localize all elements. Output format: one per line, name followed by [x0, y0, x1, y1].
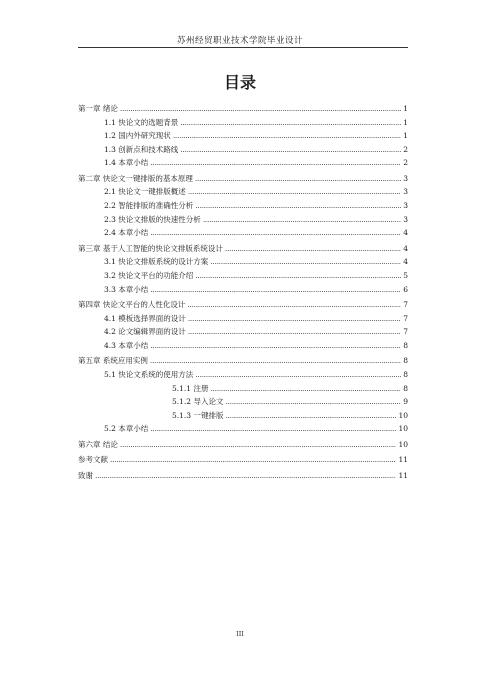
toc-entry-page: 2 [403, 158, 408, 168]
page-number: III [236, 630, 244, 638]
toc-entry[interactable] [78, 200, 408, 211]
toc-entry[interactable] [78, 383, 408, 394]
toc-entry[interactable] [78, 439, 408, 450]
toc-entry-label: 第三章 基于人工智能的快论文排版系统设计 [78, 243, 223, 253]
toc-entry-page: 3 [403, 173, 408, 183]
toc-entry[interactable] [78, 173, 408, 184]
page-title: 目录 [223, 73, 256, 92]
toc-entry[interactable] [78, 470, 408, 481]
toc-entry-label: 第二章 快论文一键排版的基本原理 [78, 173, 193, 183]
toc-entry-page: 7 [403, 327, 408, 337]
toc-entry[interactable] [78, 326, 408, 337]
toc-entry-label: 2.3 快论文排版的快速性分析 [104, 214, 201, 224]
toc-leader-dots [195, 370, 401, 379]
toc-leader-dots [120, 104, 401, 113]
toc-entry[interactable] [78, 243, 408, 254]
toc-entry-label: 5.1 快论文系统的使用方法 [104, 369, 194, 379]
toc-leader-dots [195, 201, 401, 210]
toc-entry-label: 5.1.2 导入论文 [172, 397, 224, 407]
toc-entry-page: 1 [403, 117, 408, 127]
toc-entry-page: 7 [403, 300, 408, 310]
toc-entry-page: 11 [398, 470, 408, 480]
toc-entry-page: 1 [403, 104, 408, 113]
toc-entry[interactable] [78, 117, 408, 128]
toc-entry[interactable] [78, 284, 408, 295]
toc-entry-label: 4.1 模板选择界面的设计 [104, 313, 186, 323]
toc-entry[interactable] [78, 186, 408, 197]
toc-entry-label: 第六章 结论 [78, 439, 118, 449]
toc-leader-dots [150, 356, 401, 365]
toc-leader-dots [210, 384, 401, 393]
toc-leader-dots [95, 471, 396, 480]
toc-leader-dots [150, 424, 396, 433]
toc-leader-dots [180, 118, 401, 127]
toc-entry-page: 3 [403, 201, 408, 211]
toc-entry-label: 4.3 本章小结 [104, 340, 149, 350]
toc-entry-page: 1 [403, 131, 408, 141]
toc-entry[interactable] [78, 144, 408, 155]
toc-entry-label: 1.4 本章小结 [104, 158, 149, 168]
toc-entry-page: 8 [403, 340, 408, 350]
toc-leader-dots [188, 314, 401, 323]
toc-entry-label: 1.1 快论文的选题背景 [104, 117, 179, 127]
toc-entry[interactable] [78, 355, 408, 366]
toc-leader-dots [188, 187, 401, 196]
running-header: 苏州经贸职业技术学院毕业设计 [176, 36, 303, 46]
toc-entry-label: 5.2 本章小结 [104, 424, 149, 434]
toc-entry[interactable] [78, 256, 408, 267]
toc-entry-page: 5 [403, 270, 408, 280]
toc-entry-label: 1.2 国内外研究现状 [104, 131, 171, 141]
toc-entry-page: 2 [403, 144, 408, 154]
toc-leader-dots [225, 411, 396, 420]
toc-entry-label: 3.2 快论文平台的功能介绍 [104, 270, 194, 280]
toc-entry-page: 6 [403, 284, 408, 294]
toc-entry-label: 1.3 创新点和技术路线 [104, 144, 179, 154]
toc-entry-page: 4 [403, 243, 408, 253]
toc-entry-page: 7 [403, 313, 408, 323]
toc-leader-dots [188, 327, 401, 336]
toc-entry[interactable] [78, 214, 408, 225]
toc-leader-dots [203, 215, 401, 224]
toc-entry[interactable] [78, 410, 408, 421]
toc-entry[interactable] [78, 299, 408, 310]
toc-entry-label: 5.1.3 一键排版 [172, 410, 224, 420]
toc-entry-page: 3 [403, 214, 408, 224]
toc-entry[interactable] [78, 270, 408, 281]
toc-entry[interactable] [78, 396, 408, 407]
toc-leader-dots [150, 158, 401, 167]
toc-leader-dots [210, 257, 401, 266]
toc-entry-label: 5.1.1 注册 [172, 383, 209, 393]
toc-leader-dots [150, 285, 401, 294]
toc-entry-label: 2.1 快论文一键排版概述 [104, 187, 186, 197]
toc-entry-label: 2.4 本章小结 [104, 228, 149, 238]
toc-entry[interactable] [78, 369, 408, 380]
toc-entry-label: 第五章 系统应用实例 [78, 356, 148, 366]
toc-entry-page: 4 [403, 228, 408, 238]
toc-leader-dots [225, 244, 401, 253]
toc-entry[interactable] [78, 423, 408, 434]
toc-entry-page: 11 [398, 455, 408, 465]
toc-leader-dots [225, 397, 401, 406]
table-of-contents [78, 103, 408, 481]
toc-entry-page: 4 [403, 257, 408, 267]
toc-entry[interactable] [78, 157, 408, 168]
toc-entry-page: 8 [403, 356, 408, 366]
toc-entry-label: 参考文献 [78, 455, 108, 465]
toc-entry-page: 10 [398, 439, 408, 449]
toc-leader-dots [150, 228, 401, 237]
toc-entry[interactable] [78, 340, 408, 351]
toc-entry-page: 10 [398, 410, 408, 420]
toc-entry[interactable] [78, 313, 408, 324]
toc-leader-dots [120, 440, 397, 449]
toc-entry-label: 4.2 论文编辑界面的设计 [104, 327, 186, 337]
toc-leader-dots [187, 300, 401, 309]
toc-entry-page: 9 [403, 397, 408, 407]
toc-entry-label: 3.1 快论文排版系统的设计方案 [104, 257, 209, 267]
toc-entry-page: 10 [398, 424, 408, 434]
toc-entry[interactable] [78, 103, 408, 114]
toc-entry[interactable] [78, 130, 408, 141]
toc-entry-page: 3 [403, 187, 408, 197]
toc-entry[interactable] [78, 454, 408, 465]
toc-leader-dots [195, 174, 401, 183]
toc-entry[interactable] [78, 227, 408, 238]
toc-entry-page: 8 [403, 383, 408, 393]
toc-entry-page: 8 [403, 369, 408, 379]
toc-leader-dots [195, 271, 401, 280]
toc-entry-label: 2.2 智能排版的准确性分析 [104, 201, 194, 211]
toc-leader-dots [150, 341, 401, 350]
toc-entry-label: 3.3 本章小结 [104, 284, 149, 294]
header-rule [78, 47, 408, 48]
toc-entry-label: 第一章 绪论 [78, 104, 118, 113]
toc-entry-label: 第四章 快论文平台的人性化设计 [78, 300, 186, 310]
toc-leader-dots [110, 455, 396, 464]
toc-leader-dots [180, 145, 401, 154]
toc-entry-label: 致谢 [78, 470, 93, 480]
toc-leader-dots [173, 131, 401, 140]
